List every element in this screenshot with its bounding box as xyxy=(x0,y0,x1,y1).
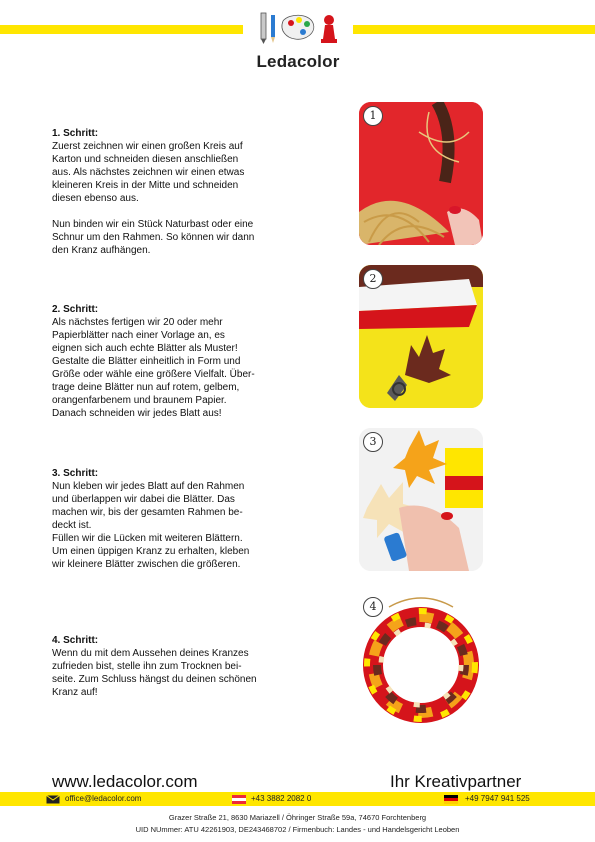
website-link[interactable]: www.ledacolor.com xyxy=(52,772,198,791)
step-title: 4. Schritt: xyxy=(52,635,99,646)
step-1-photo xyxy=(359,102,483,245)
step-number-badge: 1 xyxy=(363,106,383,126)
email-contact xyxy=(46,794,141,804)
company-address: Grazer Straße 21, 8630 Mariazell / Öhringer Straße 59a, 74670 Forchtenberg xyxy=(168,813,427,822)
phone-number-de[interactable]: +49 7947 941 525 xyxy=(465,794,530,803)
step-text: Nun kleben wir jedes Blatt auf den Rahmen und überlappen wir dabei die Blätter. Das machen wir, bis der gesamten Rahmen be- deckt ist. Füllen wir die Lücken mit weiteren Blättern. Um einen üppigen Kranz zu erhalten, kleben wir kleinere Blätter zwischen die größeren. xyxy=(52,481,250,570)
germany-flag-icon xyxy=(444,795,458,804)
phone-number-at[interactable]: +43 3882 2082 0 xyxy=(251,794,312,803)
step-3-photo xyxy=(359,428,483,571)
step-text: Nun binden wir ein Stück Naturbast oder eine Schnur um den Rahmen. So können wir dann den Kranz aufhängen. xyxy=(52,219,255,256)
step-2 xyxy=(52,303,292,420)
envelope-icon xyxy=(46,795,60,804)
step-number-badge: 2 xyxy=(363,269,383,289)
step-4 xyxy=(52,634,292,699)
slogan: Ihr Kreativpartner xyxy=(390,772,522,791)
step-number-badge: 4 xyxy=(363,597,383,617)
step-text: Als nächstes fertigen wir 20 oder mehr Papierblätter nach einer Vorlage an, es eignen sich auch echte Blätter als Muster! Gestalte die Blätter einheitlich in Form und Größe oder wähle eine größere Vielfalt. Über- trage deine Blätter nun auf rotem, gelbem, orangenfarbenem und braunem Papier. Danach schneiden wir jedes Blatt aus! xyxy=(52,317,255,419)
step-title: 2. Schritt: xyxy=(52,304,99,315)
austria-flag-icon xyxy=(232,795,246,804)
email-link[interactable]: office@ledacolor.com xyxy=(65,794,142,803)
step-1 xyxy=(52,127,292,257)
brand-name: Ledacolor xyxy=(256,52,340,71)
step-title: 1. Schritt: xyxy=(52,128,99,139)
step-title: 3. Schritt: xyxy=(52,468,99,479)
step-text: Wenn du mit dem Aussehen deines Kranzes zufrieden bist, stelle ihn zum Trocknen bei- seite. Zum Schluss hängst du deinen schönen Kranz auf! xyxy=(52,648,257,698)
step-number-badge: 3 xyxy=(363,432,383,452)
step-2-photo xyxy=(359,265,483,408)
phone-germany xyxy=(444,794,530,804)
company-legal-info: UID NUmmer: ATU 42261903, DE243468702 / Firmenbuch: Landes - und Handelsgericht Leoben xyxy=(135,825,460,834)
phone-austria xyxy=(232,794,311,804)
step-text: Zuerst zeichnen wir einen großen Kreis auf Karton und schneiden diesen anschließen aus. Als nächstes zeichnen wir einen etwas kleineren Kreis in der Mitte und schneiden diesen ebenso aus. xyxy=(52,141,245,204)
art-supplies-icon xyxy=(257,11,343,45)
step-3 xyxy=(52,467,292,571)
step-4-photo xyxy=(359,593,483,736)
brand-logo xyxy=(243,8,353,71)
